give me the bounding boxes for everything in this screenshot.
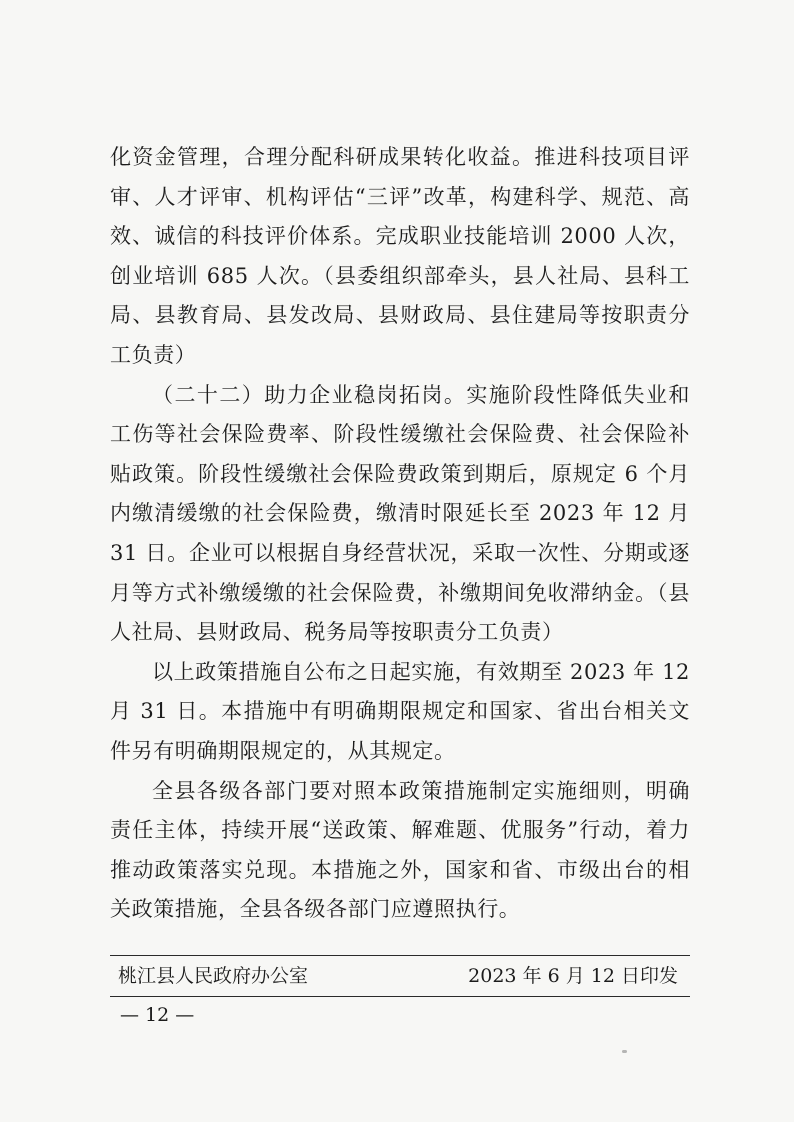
scan-speck [622, 1050, 627, 1053]
paragraph-item-22-employment: （二十二）助力企业稳岗拓岗。实施阶段性降低失业和工伤等社会保险费率、阶段性缓缴社会保险费、社会保险补贴政策。阶段性缓缴社会保险费政策到期后，原规定 6 个月内缴清缓缴的社会保险费，缴清时限延长至 2023 年 12 月 31 日。企业可以根据自身经营状况，采取一次性、分期或逐月等方式补缴缓缴的社会保险费，补缴期间免收滞纳金。（县人社局、县财政局、税务局等按职责分工负责） [110, 382, 698, 645]
issuer-name: 桃江县人民政府办公室 [118, 965, 309, 987]
page-number: — 12 — [120, 1004, 195, 1026]
issuance-footer [118, 961, 678, 991]
footer-bottom-rule [110, 996, 690, 997]
footer-top-rule [110, 955, 690, 956]
paragraph-implementation-requirements: 全县各级各部门要对照本政策措施制定实施细则，明确责任主体，持续开展“送政策、解难题、优服务”行动，着力推动政策落实兑现。本措施之外，国家和省、市级出台的相关政策措施，全县各级各部门应遵照执行。 [110, 778, 690, 922]
paragraph-continued-tech-evaluation: 化资金管理，合理分配科研成果转化收益。推进科技项目评审、人才评审、机构评估“三评”改革，构建科学、规范、高效、诚信的科技评价体系。完成职业技能培训 2000 人次，创业培训 685 人次。（县委组织部牵头，县人社局、县科工局、县教育局、县发改局、县财政局、县住建局等按职责分工负责） [110, 145, 690, 367]
issue-date: 2023 年 6 月 12 日印发 [468, 965, 678, 987]
paragraph-effective-period: 以上政策措施自公布之日起实施，有效期至 2023 年 12 月 31 日。本措施中有明确期限规定和国家、省出台相关文件另有明确期限规定的，从其规定。 [110, 659, 698, 763]
body-text [110, 138, 698, 930]
